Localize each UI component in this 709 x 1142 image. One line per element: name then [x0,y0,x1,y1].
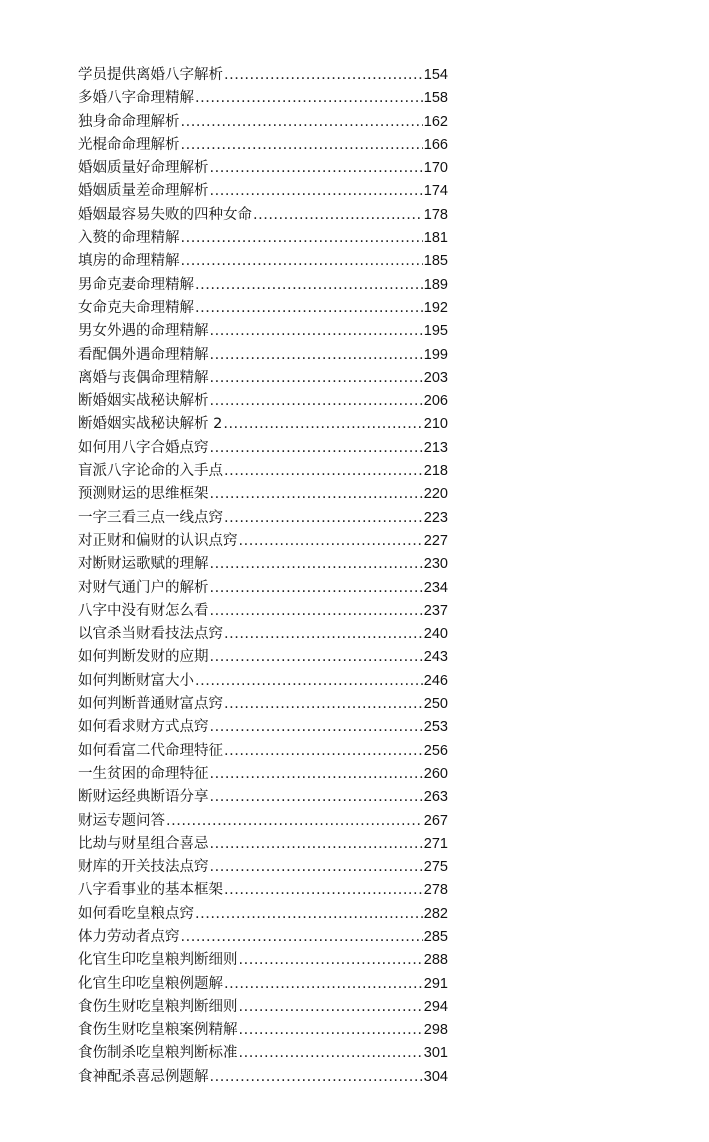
toc-entry[interactable] [78,1066,448,1089]
toc-entry[interactable] [78,250,448,273]
toc-dot-leader [239,949,423,972]
toc-dot-leader [210,856,423,879]
toc-entry-page-number: 192 [423,299,448,316]
toc-entry-page-number: 250 [423,696,448,713]
toc-entry[interactable] [78,577,448,600]
toc-entry-title: 比劫与财星组合喜忌 [78,835,209,852]
toc-entry-page-number: 246 [423,672,448,689]
toc-entry[interactable] [78,553,448,576]
toc-entry-title: 对正财和偏财的认识点窍 [78,532,238,549]
toc-entry-page-number: 185 [423,253,448,270]
toc-entry-title: 以官杀当财看技法点窍 [78,626,223,643]
toc-dot-leader [239,1042,423,1065]
toc-entry-page-number: 234 [423,579,448,596]
toc-dot-leader [224,507,423,530]
toc-dot-leader [210,320,423,343]
toc-dot-leader [224,623,423,646]
toc-entry-page-number: 301 [423,1045,448,1062]
toc-dot-leader [223,413,422,436]
toc-entry-page-number: 154 [423,67,448,83]
toc-dot-leader [195,670,423,693]
toc-dot-leader [253,204,423,227]
toc-entry[interactable] [78,413,448,436]
toc-entry[interactable] [78,1042,448,1065]
toc-dot-leader [195,87,423,110]
toc-entry-title: 男女外遇的命理精解 [78,323,209,340]
toc-entry[interactable] [78,600,448,623]
toc-dot-leader [210,833,423,856]
toc-dot-leader [210,157,423,180]
toc-entry[interactable] [78,64,448,87]
toc-entry-title: 如何判断发财的应期 [78,649,209,666]
toc-entry-page-number: 174 [423,183,448,200]
toc-entry[interactable] [78,530,448,553]
toc-dot-leader [210,716,423,739]
toc-entry-page-number: 304 [423,1068,448,1085]
toc-dot-leader [224,693,423,716]
toc-entry-title: 光棍命命理解析 [78,136,180,153]
toc-entry-page-number: 220 [423,486,448,503]
toc-entry-title: 体力劳动者点窍 [78,928,180,945]
toc-entry-page-number: 294 [423,998,448,1015]
toc-entry[interactable] [78,879,448,902]
toc-entry[interactable] [78,180,448,203]
toc-entry-page-number: 195 [423,323,448,340]
table-of-contents [78,64,448,1089]
toc-dot-leader [239,530,423,553]
toc-entry[interactable] [78,810,448,833]
toc-entry[interactable] [78,716,448,739]
toc-entry-title: 食伤制杀吃皇粮判断标准 [78,1045,238,1062]
toc-entry[interactable] [78,693,448,716]
toc-entry-page-number: 282 [423,905,448,922]
toc-entry[interactable] [78,646,448,669]
toc-dot-leader [210,437,423,460]
toc-entry-page-number: 256 [423,742,448,759]
toc-entry-page-number: 275 [423,859,448,876]
toc-entry-title: 财库的开关技法点窍 [78,859,209,876]
toc-entry-title: 一生贫困的命理特征 [78,765,209,782]
toc-dot-leader [195,903,423,926]
toc-entry[interactable] [78,973,448,996]
toc-entry[interactable] [78,274,448,297]
toc-entry[interactable] [78,996,448,1019]
toc-entry[interactable] [78,134,448,157]
toc-entry-page-number: 237 [423,602,448,619]
toc-entry-title: 化官生印吃皇粮判断细则 [78,952,238,969]
toc-entry-page-number: 223 [423,509,448,526]
toc-entry-title: 如何判断财富大小 [78,672,194,689]
toc-entry[interactable] [78,763,448,786]
toc-entry[interactable] [78,1019,448,1042]
toc-entry[interactable] [78,740,448,763]
toc-dot-leader [181,250,423,273]
toc-entry-page-number: 263 [423,789,448,806]
toc-entry[interactable] [78,320,448,343]
toc-entry-page-number: 271 [423,835,448,852]
toc-entry-page-number: 199 [423,346,448,363]
toc-entry-title: 断财运经典断语分享 [78,789,209,806]
toc-entry-page-number: 213 [423,439,448,456]
toc-entry-page-number: 203 [423,369,448,386]
toc-entry-title: 如何用八字合婚点窍 [78,439,209,456]
toc-dot-leader [195,297,423,320]
toc-entry-page-number: 158 [423,90,448,107]
toc-entry-title: 婚姻质量差命理解析 [78,183,209,200]
toc-entry-page-number: 288 [423,952,448,969]
toc-entry-page-number: 267 [423,812,448,829]
toc-entry-title: 学员提供离婚八字解析 [78,67,223,83]
toc-entry[interactable] [78,926,448,949]
toc-entry-title: 食伤生财吃皇粮案例精解 [78,1022,238,1039]
toc-entry-title: 预测财运的思维框架 [78,486,209,503]
toc-entry-title: 入赘的命理精解 [78,230,180,247]
toc-entry[interactable] [78,227,448,250]
toc-dot-leader [166,810,423,833]
toc-entry-title: 离婚与丧偶命理精解 [78,369,209,386]
toc-entry-page-number: 210 [423,416,448,433]
toc-dot-leader [181,111,423,134]
toc-entry-title: 女命克夫命理精解 [78,299,194,316]
toc-dot-leader [210,577,423,600]
toc-dot-leader [210,180,423,203]
toc-entry-title: 如何看富二代命理特征 [78,742,223,759]
toc-dot-leader [224,879,423,902]
toc-entry[interactable] [78,367,448,390]
toc-dot-leader [195,274,423,297]
toc-entry-title: 多婚八字命理精解 [78,90,194,107]
toc-entry-page-number: 230 [423,556,448,573]
toc-entry-page-number: 206 [423,393,448,410]
toc-entry[interactable] [78,344,448,367]
toc-entry-title: 八字中没有财怎么看 [78,602,209,619]
toc-dot-leader [210,1066,423,1089]
toc-dot-leader [224,64,423,87]
toc-entry-title: 看配偶外遇命理精解 [78,346,209,363]
toc-dot-leader [181,926,423,949]
toc-entry[interactable] [78,87,448,110]
toc-entry-title: 填房的命理精解 [78,253,180,270]
toc-dot-leader [210,763,423,786]
toc-entry-title: 盲派八字论命的入手点 [78,463,223,480]
toc-entry-title: 对财气通门户的解析 [78,579,209,596]
toc-entry-title: 如何判断普通财富点窍 [78,696,223,713]
toc-entry-page-number: 166 [423,136,448,153]
toc-entry-page-number: 298 [423,1022,448,1039]
toc-entry-title: 食伤生财吃皇粮判断细则 [78,998,238,1015]
toc-entry-title: 如何看吃皇粮点窍 [78,905,194,922]
toc-entry[interactable] [78,204,448,227]
toc-entry-page-number: 278 [423,882,448,899]
toc-entry-title: 如何看求财方式点窍 [78,719,209,736]
toc-entry-title: 食神配杀喜忌例题解 [78,1068,209,1085]
toc-entry-title: 男命克妻命理精解 [78,276,194,293]
toc-dot-leader [224,460,423,483]
toc-entry[interactable] [78,157,448,180]
toc-entry-page-number: 285 [423,928,448,945]
toc-entry[interactable] [78,856,448,879]
toc-entry-page-number: 253 [423,719,448,736]
toc-entry-page-number: 162 [423,113,448,130]
toc-dot-leader [210,344,423,367]
toc-dot-leader [210,483,423,506]
toc-entry-page-number: 218 [423,463,448,480]
toc-entry-page-number: 260 [423,765,448,782]
toc-dot-leader [181,134,423,157]
toc-dot-leader [181,227,423,250]
toc-dot-leader [210,600,423,623]
toc-entry-title: 对断财运歌赋的理解 [78,556,209,573]
toc-dot-leader [210,646,423,669]
toc-dot-leader [210,786,423,809]
toc-entry-title: 化官生印吃皇粮例题解 [78,975,223,992]
toc-entry[interactable] [78,833,448,856]
toc-dot-leader [239,1019,423,1042]
toc-entry-page-number: 227 [423,532,448,549]
toc-entry[interactable] [78,623,448,646]
toc-entry[interactable] [78,437,448,460]
toc-entry-title: 一字三看三点一线点窍 [78,509,223,526]
toc-entry-page-number: 240 [423,626,448,643]
toc-entry[interactable] [78,111,448,134]
toc-dot-leader [210,390,423,413]
toc-entry-title: 财运专题问答 [78,812,165,829]
toc-entry-title: 婚姻质量好命理解析 [78,160,209,177]
toc-dot-leader [224,973,423,996]
toc-entry-page-number: 243 [423,649,448,666]
toc-entry[interactable] [78,390,448,413]
toc-entry[interactable] [78,786,448,809]
toc-entry[interactable] [78,483,448,506]
toc-entry-page-number: 178 [423,206,448,223]
toc-entry-page-number: 181 [423,230,448,247]
toc-entry[interactable] [78,670,448,693]
toc-entry-title: 婚姻最容易失败的四种女命 [78,206,252,223]
toc-entry[interactable] [78,460,448,483]
toc-entry[interactable] [78,949,448,972]
toc-entry-page-number: 189 [423,276,448,293]
toc-dot-leader [224,740,423,763]
toc-entry-title: 八字看事业的基本框架 [78,882,223,899]
toc-dot-leader [210,553,423,576]
toc-entry-title: 断婚姻实战秘诀解析 [78,393,209,410]
toc-dot-leader [239,996,423,1019]
toc-dot-leader [210,367,423,390]
toc-entry-page-number: 291 [423,975,448,992]
toc-entry-title: 断婚姻实战秘诀解析 2 [78,416,223,433]
toc-entry[interactable] [78,507,448,530]
toc-entry[interactable] [78,903,448,926]
toc-entry-title: 独身命命理解析 [78,113,180,130]
toc-entry-page-number: 170 [423,160,448,177]
toc-entry[interactable] [78,297,448,320]
